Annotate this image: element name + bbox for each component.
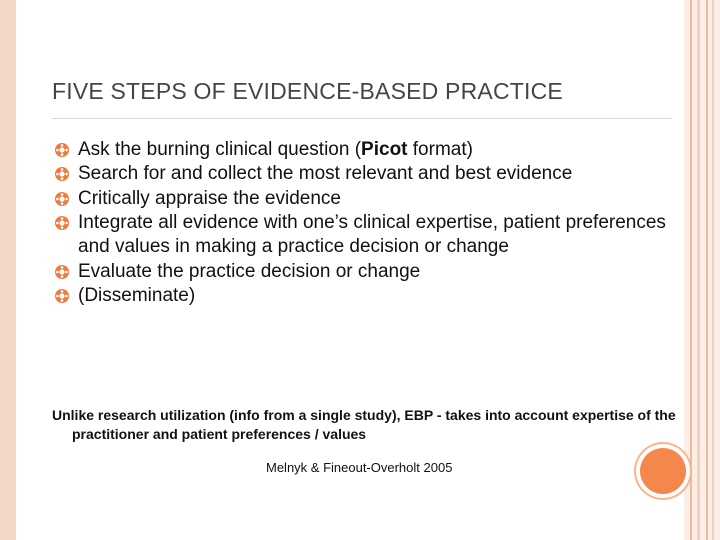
bullet-text: Evaluate the practice decision or change bbox=[78, 260, 421, 282]
bullet-item bbox=[54, 138, 684, 162]
citation-text: Melnyk & Fineout-Overholt 2005 bbox=[266, 460, 453, 475]
bullet-text: Search for and collect the most relevant and best evidence bbox=[78, 163, 573, 185]
flower-bullet-icon bbox=[54, 288, 70, 304]
footnote-text: Unlike research utilization (info from a single study), EBP - takes into account expertise of the practitioner and patient preferences / values bbox=[52, 407, 676, 442]
bullet-item bbox=[54, 187, 684, 211]
right-border-line bbox=[697, 0, 700, 540]
right-border-line bbox=[706, 0, 708, 540]
bullet-item bbox=[54, 162, 684, 186]
slide-title: FIVE STEPS OF EVIDENCE-BASED PRACTICE bbox=[52, 78, 563, 104]
flower-bullet-icon bbox=[54, 191, 70, 207]
title-divider bbox=[52, 118, 672, 119]
bullet-item bbox=[54, 260, 684, 284]
bullet-text-bold: Picot bbox=[361, 139, 408, 160]
decorative-circle bbox=[640, 448, 686, 494]
right-border-line bbox=[712, 0, 714, 540]
bullet-item bbox=[54, 211, 684, 259]
bullet-item bbox=[54, 284, 684, 308]
bullet-list bbox=[54, 138, 684, 308]
flower-bullet-icon bbox=[54, 264, 70, 280]
flower-bullet-icon bbox=[54, 215, 70, 231]
right-border-line bbox=[690, 0, 692, 540]
flower-bullet-icon bbox=[54, 142, 70, 158]
flower-bullet-icon bbox=[54, 166, 70, 182]
bullet-text: Integrate all evidence with one’s clinical expertise, patient preferences and values in making a practice decision or change bbox=[78, 212, 666, 258]
bullet-text: (Disseminate) bbox=[78, 284, 196, 306]
left-border-band bbox=[0, 0, 16, 540]
bullet-text: Ask the burning clinical question ( bbox=[78, 139, 362, 160]
bullet-text: format) bbox=[407, 139, 473, 160]
bullet-text: Critically appraise the evidence bbox=[78, 187, 341, 209]
